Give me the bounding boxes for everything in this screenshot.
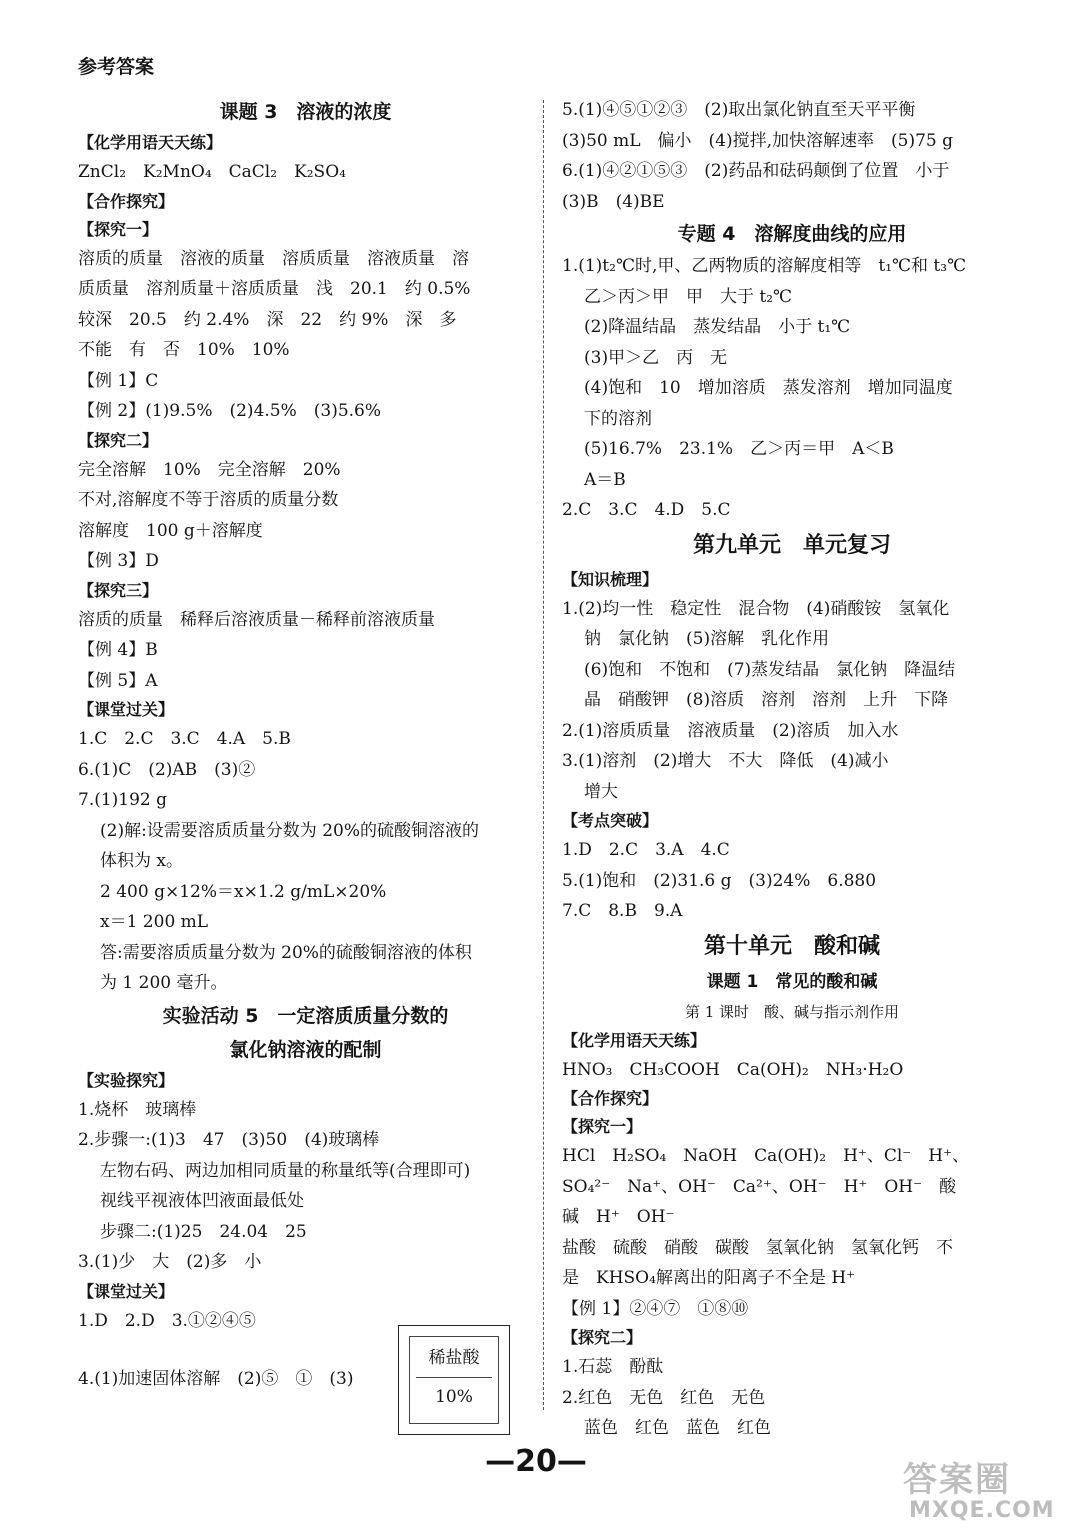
- answer-line: 3.(1)少 大 (2)多 小: [78, 1252, 262, 1272]
- section-title-solubility-curve: 专题 4 溶解度曲线的应用: [677, 223, 907, 245]
- answer-line: 1.烧杯 玻璃棒: [78, 1099, 197, 1120]
- answer-line: 溶解度 100 g＋溶解度: [78, 520, 263, 541]
- column-divider: [543, 100, 544, 1410]
- unit-nine-title: 第九单元 单元复习: [692, 532, 891, 558]
- tag-cooperative-2: 【合作探究】: [562, 1089, 659, 1108]
- tag-cooperative: 【合作探究】: [78, 191, 175, 211]
- answer-line: 增大: [584, 781, 618, 802]
- answer-line: 视线平视液体凹液面最低处: [100, 1191, 304, 1211]
- example-answer: 【例 1】②④⑦ ①⑧⑩: [562, 1298, 749, 1319]
- answer-line: 2.(1)溶质质量 溶液质量 (2)溶质 加入水: [562, 720, 899, 741]
- example-answer: 【例 4】B: [78, 640, 158, 660]
- section-title-solution-concentration: 课题 3 溶液的浓度: [219, 101, 392, 123]
- answer-line: 体积为 x。: [100, 851, 183, 871]
- reagent-label-rule: [416, 1377, 492, 1378]
- answer-line: 答:需要溶质质量分数为 20%的硫酸铜溶液的体积: [100, 942, 472, 963]
- example-answer: 【例 2】(1)9.5% (2)4.5% (3)5.6%: [78, 401, 382, 421]
- answer-line: 钠 氯化钠 (5)溶解 乳化作用: [584, 629, 830, 649]
- answer-line: 1.(2)均一性 稳定性 混合物 (4)硝酸铵 氢氧化: [562, 598, 950, 619]
- answer-line: 7.(1)192 g: [78, 790, 168, 810]
- answer-line: 3.(1)溶剂 (2)增大 不大 降低 (4)减小: [562, 751, 889, 771]
- answer-line: 7.C 8.B 9.A: [562, 901, 683, 921]
- answer-line: 完全溶解 10% 完全溶解 20%: [78, 459, 341, 480]
- tag-explore-3: 【探究三】: [78, 580, 159, 600]
- answer-line: 下的溶剂: [584, 408, 652, 429]
- answer-line: 2.C 3.C 4.D 5.C: [562, 500, 731, 520]
- reagent-label: [398, 1325, 510, 1435]
- reagent-label-frame: [409, 1336, 499, 1424]
- tag-explore-4: 【探究一】: [562, 1117, 643, 1136]
- answer-line: 1.石蕊 酚酞: [562, 1357, 664, 1377]
- answer-line: (3)50 mL 偏小 (4)搅拌,加快溶解速率 (5)75 g: [562, 130, 954, 151]
- answer-line: 5.(1)④⑤①②③ (2)取出氯化钠直至天平平衡: [562, 100, 916, 120]
- left-column: [78, 95, 533, 1395]
- lesson-period-title: 第 1 课时 酸、碱与指示剂作用: [684, 1002, 900, 1021]
- answer-line: 4.(1)加速固体溶解 (2)⑤ ① (3): [78, 1369, 354, 1389]
- watermark-text-en: MXQE.COM: [909, 1498, 1055, 1523]
- watermark-text-cn: 答案圈: [903, 1460, 1011, 1500]
- example-answer: 【例 1】C: [78, 370, 159, 391]
- answer-line: 5.(1)饱和 (2)31.6 g (3)24% 6.880: [562, 870, 877, 891]
- tag-knowledge: 【知识梳理】: [562, 569, 659, 589]
- section-title-lab-activity-2: 氯化钠溶液的配制: [229, 1038, 382, 1061]
- answer-line: SO₄²⁻ Na⁺、OH⁻ Ca²⁺、OH⁻ H⁺ OH⁻ 酸: [562, 1176, 957, 1197]
- watermark-logo: [895, 1452, 1060, 1532]
- section-title-lab-activity: 实验活动 5 一定溶质质量分数的: [162, 1004, 449, 1027]
- answer-line: (6)饱和 不饱和 (7)蒸发结晶 氯化钠 降温结: [584, 659, 956, 680]
- answer-line: 为 1 200 毫升。: [100, 973, 228, 993]
- answer-line: 2.步骤一:(1)3 47 (3)50 (4)玻璃棒: [78, 1130, 380, 1150]
- answer-line: 6.(1)C (2)AB (3)②: [78, 759, 256, 780]
- tag-exam-points: 【考点突破】: [562, 811, 659, 830]
- answer-line: 1.C 2.C 3.C 4.A 5.B: [78, 729, 291, 749]
- lesson-title: 课题 1 常见的酸和碱: [706, 971, 878, 992]
- answer-line: 不能 有 否 10% 10%: [78, 340, 290, 360]
- answer-line: 溶质的质量 稀释后溶液质量－稀释前溶液质量: [78, 609, 435, 630]
- unit-ten-title: 第十单元 酸和碱: [703, 933, 880, 959]
- answer-line: 质质量 溶剂质量＋溶质质量 浅 20.1 约 0.5%: [78, 279, 471, 299]
- tag-daily-chem-2: 【化学用语天天练】: [562, 1030, 707, 1050]
- answer-line: 蓝色 红色 蓝色 红色: [584, 1418, 771, 1438]
- answer-line: (3)B (4)BE: [562, 191, 665, 212]
- answer-line: (2)降温结晶 蒸发结晶 小于 t₁℃: [584, 317, 851, 337]
- reagent-name: 稀盐酸: [428, 1348, 480, 1368]
- answer-line: 2 400 g×12%＝x×1.2 g/mL×20%: [100, 881, 387, 902]
- answer-line: (5)16.7% 23.1% 乙＞丙＝甲 A＜B: [584, 439, 894, 459]
- answer-line: 2.红色 无色 红色 无色: [562, 1387, 766, 1408]
- answer-line: (3)甲＞乙 丙 无: [584, 347, 728, 368]
- tag-explore-5: 【探究二】: [562, 1328, 643, 1347]
- answer-line: A＝B: [584, 469, 626, 490]
- tag-explore-1: 【探究一】: [78, 219, 159, 239]
- tag-explore-2: 【探究二】: [78, 430, 159, 450]
- example-answer: 【例 5】A: [78, 670, 158, 691]
- answer-line: (4)饱和 10 增加溶质 蒸发溶剂 增加同温度: [584, 378, 953, 398]
- tag-class-check: 【课堂过关】: [78, 700, 175, 719]
- answer-line: 步骤二:(1)25 24.04 25: [100, 1221, 307, 1242]
- answer-line: 左物右码、两边加相同质量的称量纸等(合理即可): [100, 1160, 471, 1181]
- page-header: 参考答案: [78, 56, 155, 78]
- tag-daily-chem: 【化学用语天天练】: [78, 133, 223, 152]
- answer-line: 碱 H⁺ OH⁻: [562, 1207, 675, 1227]
- answer-line: 盐酸 硫酸 硝酸 碳酸 氢氧化钠 氢氧化钙 不: [562, 1237, 953, 1258]
- answer-line: 是 KHSO₄解离出的阳离子不全是 H⁺: [562, 1268, 856, 1288]
- answer-line: 1.D 2.C 3.A 4.C: [562, 840, 730, 860]
- answer-line: HCl H₂SO₄ NaOH Ca(OH)₂ H⁺、Cl⁻ H⁺、: [562, 1146, 970, 1166]
- answer-line: x＝1 200 mL: [100, 912, 209, 932]
- tag-lab-explore: 【实验探究】: [78, 1070, 175, 1090]
- answer-line: 1.(1)t₂℃时,甲、乙两物质的溶解度相等 t₁℃和 t₃℃: [562, 256, 967, 276]
- answer-line: (2)解:设需要溶质质量分数为 20%的硫酸铜溶液的: [100, 820, 479, 841]
- answer-line: 晶 硝酸钾 (8)溶质 溶剂 溶剂 上升 下降: [584, 690, 949, 710]
- chem-formulas-2: HNO₃ CH₃COOH Ca(OH)₂ NH₃·H₂O: [562, 1059, 904, 1080]
- reagent-concentration: 10%: [435, 1387, 473, 1407]
- chem-formulas: ZnCl₂ K₂MnO₄ CaCl₂ K₂SO₄: [78, 162, 346, 182]
- answer-line: 6.(1)④②①⑤③ (2)药品和砝码颠倒了位置 小于: [562, 161, 950, 181]
- answer-line: 溶质的质量 溶液的质量 溶质质量 溶液质量 溶: [78, 248, 469, 269]
- answer-line: 1.D 2.D 3.①②④⑤: [78, 1310, 256, 1331]
- answer-line: 不对,溶解度不等于溶质的质量分数: [78, 490, 339, 510]
- answer-line: 较深 20.5 约 2.4% 深 22 约 9% 深 多: [78, 309, 457, 330]
- tag-class-check-2: 【课堂过关】: [78, 1281, 175, 1301]
- answer-line: 乙＞丙＞甲 甲 大于 t₂℃: [584, 286, 793, 307]
- right-column: [562, 95, 1022, 1444]
- page-number: —20—: [485, 1444, 587, 1479]
- example-answer: 【例 3】D: [78, 551, 159, 571]
